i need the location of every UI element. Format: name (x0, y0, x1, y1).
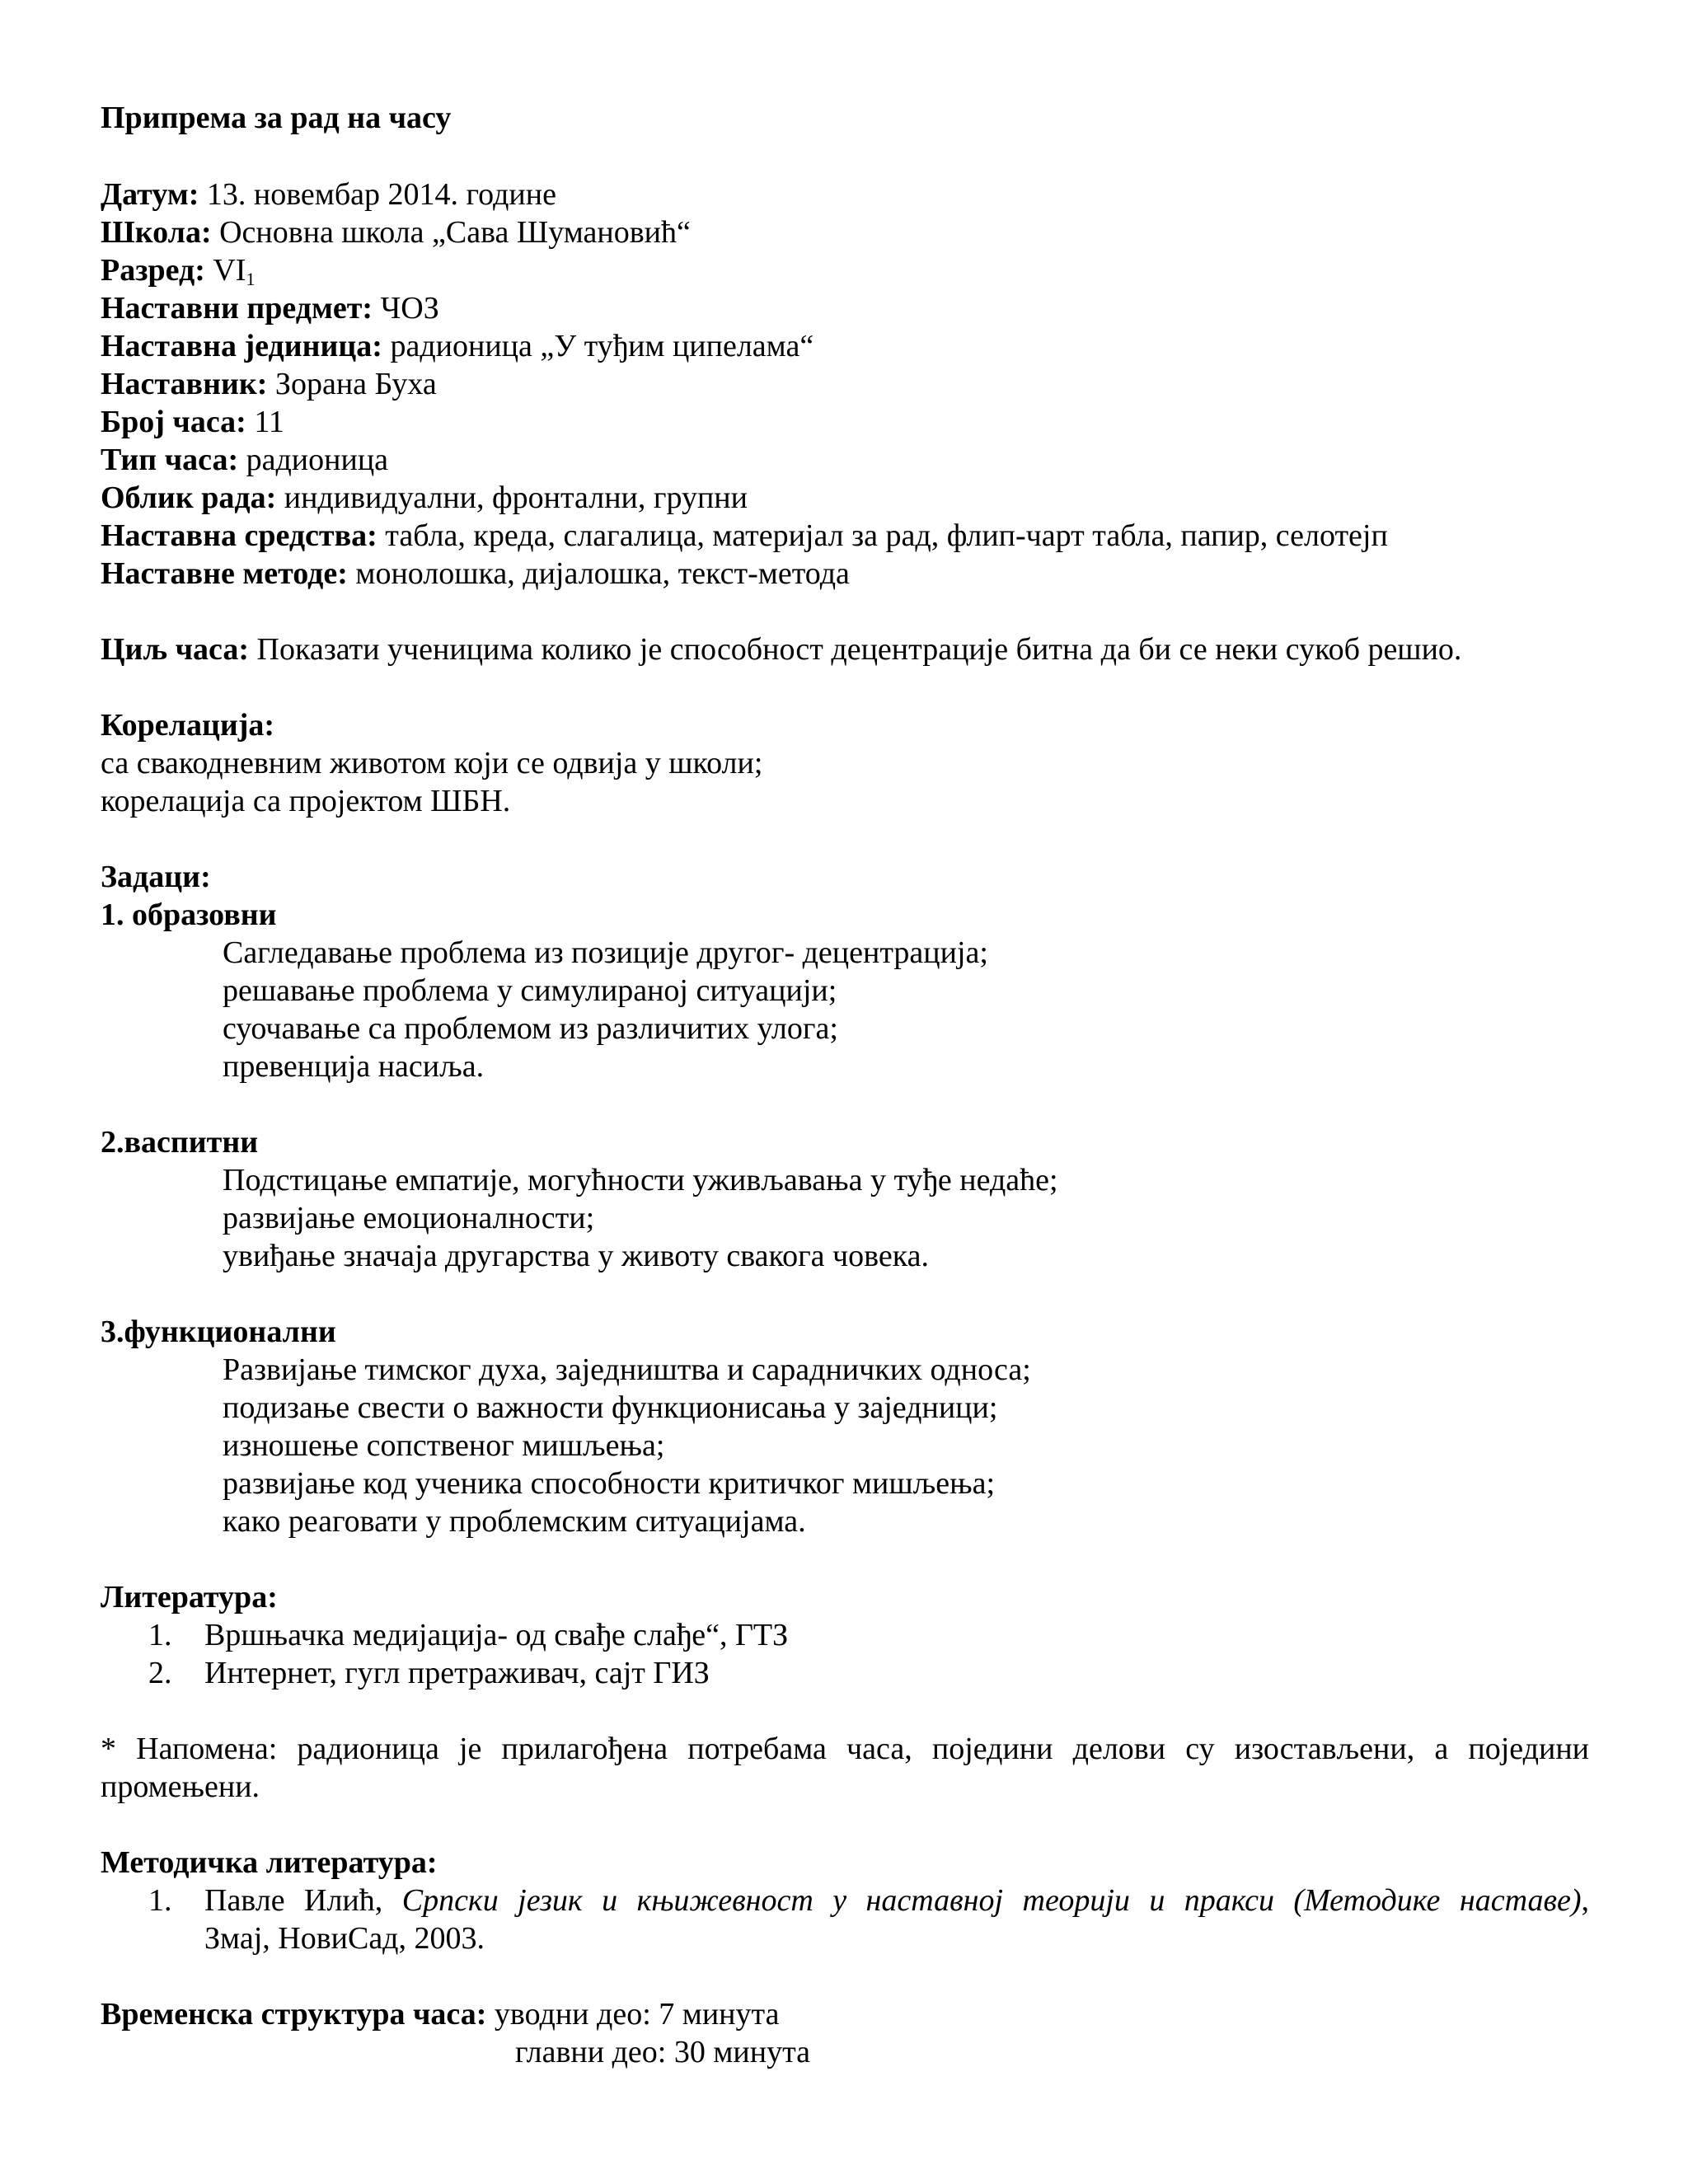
task-line: Развијање тимског духа, заједништва и сарадничких односа; (223, 1352, 1031, 1387)
field-value: 11 (246, 405, 284, 439)
field-label: Број часа: (101, 405, 246, 439)
goal-label: Циљ часа: (101, 632, 249, 667)
literature-item (148, 1654, 710, 1692)
field-teacher (101, 365, 437, 403)
field-label: Наставник: (101, 367, 268, 401)
field-value: ЧОЗ (373, 291, 439, 326)
field-label: Тип часа: (101, 443, 239, 477)
tasks-heading: Задаци: (101, 860, 211, 894)
book-title: Српски језик и књижевност у наставној теорији и пракси (Методике наставе) (401, 1883, 1582, 1918)
author: Павле Илић, (204, 1883, 402, 1918)
task-line: увиђање значаја другарства у животу свакога човека. (223, 1239, 929, 1273)
task-line: Подстицање емпатије, могућности уживљавања у туђе недаће; (223, 1163, 1058, 1197)
field-value: радионица (238, 443, 389, 477)
time-line: уводни део: 7 минута (486, 1997, 780, 2032)
literature-item (148, 1616, 788, 1654)
methodical-item (148, 1882, 1589, 1919)
field-date (101, 176, 556, 213)
field-label: Наставне методе: (101, 556, 348, 591)
list-text: Вршњачка медијација- од свађе слађе“, ГТЗ (204, 1618, 789, 1652)
task-line: како реаговати у проблемским ситуацијама. (223, 1504, 806, 1539)
field-value: индивидуални, фронтални, групни (276, 480, 748, 515)
task-line: развијање код ученика способности критичког мишљења; (223, 1466, 996, 1501)
methodical-publisher: Змај, НовиСад, 2003. (204, 1921, 485, 1956)
field-unit (101, 327, 814, 365)
task-group-heading: 1. образовни (101, 898, 277, 932)
literature-heading: Литература: (101, 1580, 278, 1615)
task-line: превенција насиља. (223, 1049, 485, 1084)
methodical-heading: Методичка литература: (101, 1845, 438, 1880)
field-lesson-number (101, 403, 284, 441)
field-label: Наставни предмет: (101, 291, 373, 326)
correlation-line: корелација са пројектом ШБН. (101, 784, 511, 818)
field-grade (101, 251, 255, 289)
time-structure (101, 1995, 779, 2033)
field-lesson-type (101, 441, 388, 479)
field-label: Датум: (101, 177, 199, 212)
field-value: радионица „У туђим ципелама“ (382, 329, 814, 363)
field-value: 13. новембар 2014. године (199, 177, 556, 212)
field-label: Разред: (101, 253, 205, 288)
field-label: Наставна јединица: (101, 329, 382, 363)
field-methods (101, 555, 850, 593)
grade-subscript: 1 (246, 269, 256, 289)
field-teaching-aids (101, 517, 1388, 555)
field-value: Основна школа „Сава Шумановић“ (211, 215, 691, 250)
list-number: 1. (148, 1883, 172, 1918)
note-line: * Напомена: радионица је прилагођена потребама часа, поједини делови су изостављени, а поједини (101, 1732, 1589, 1766)
task-line: подизање свести о важности функционисања у заједници; (223, 1390, 998, 1425)
task-line: решавање проблема у симулираној ситуацији; (223, 973, 837, 1008)
task-group-heading: 3.функционални (101, 1315, 336, 1349)
task-line: развијање емоционалности; (223, 1201, 595, 1235)
note-line: промењени. (101, 1769, 260, 1804)
list-text: Интернет, гугл претраживач, сајт ГИЗ (204, 1656, 710, 1690)
field-work-form (101, 479, 748, 517)
task-group-heading: 2.васпитни (101, 1125, 259, 1160)
time-label: Временска структура часа: (101, 1997, 487, 2032)
title-tail: , (1581, 1883, 1589, 1918)
goal-value: Показати ученицима колико је способност децентрације битна да би се неки сукоб решио. (249, 632, 1462, 667)
task-line: суочавање са проблемом из различитих улога; (223, 1011, 838, 1046)
field-value: монолошка, дијалошка, текст-метода (347, 556, 850, 591)
field-value: Зорана Буха (267, 367, 437, 401)
field-value: табла, креда, слагалица, материјал за рад, флип-чарт табла, папир, селотејп (377, 518, 1388, 553)
field-subject (101, 289, 439, 327)
field-label: Школа: (101, 215, 212, 250)
field-value: VI (204, 253, 246, 288)
time-line: главни део: 30 минута (515, 2035, 811, 2069)
list-number: 2. (148, 1656, 172, 1690)
list-number: 1. (148, 1618, 172, 1652)
correlation-heading: Корелација: (101, 708, 275, 743)
field-label: Наставна средства: (101, 518, 377, 553)
field-school (101, 213, 691, 251)
lesson-goal (101, 630, 1461, 668)
correlation-line: са свакодневним животом који се одвија у школи; (101, 746, 763, 780)
task-line: изношење сопственог мишљења; (223, 1428, 665, 1463)
document-title: Припрема за рад на часу (101, 101, 452, 135)
field-label: Облик рада: (101, 480, 277, 515)
task-line: Сагледавање проблема из позиције другог- децентрација; (223, 935, 988, 970)
